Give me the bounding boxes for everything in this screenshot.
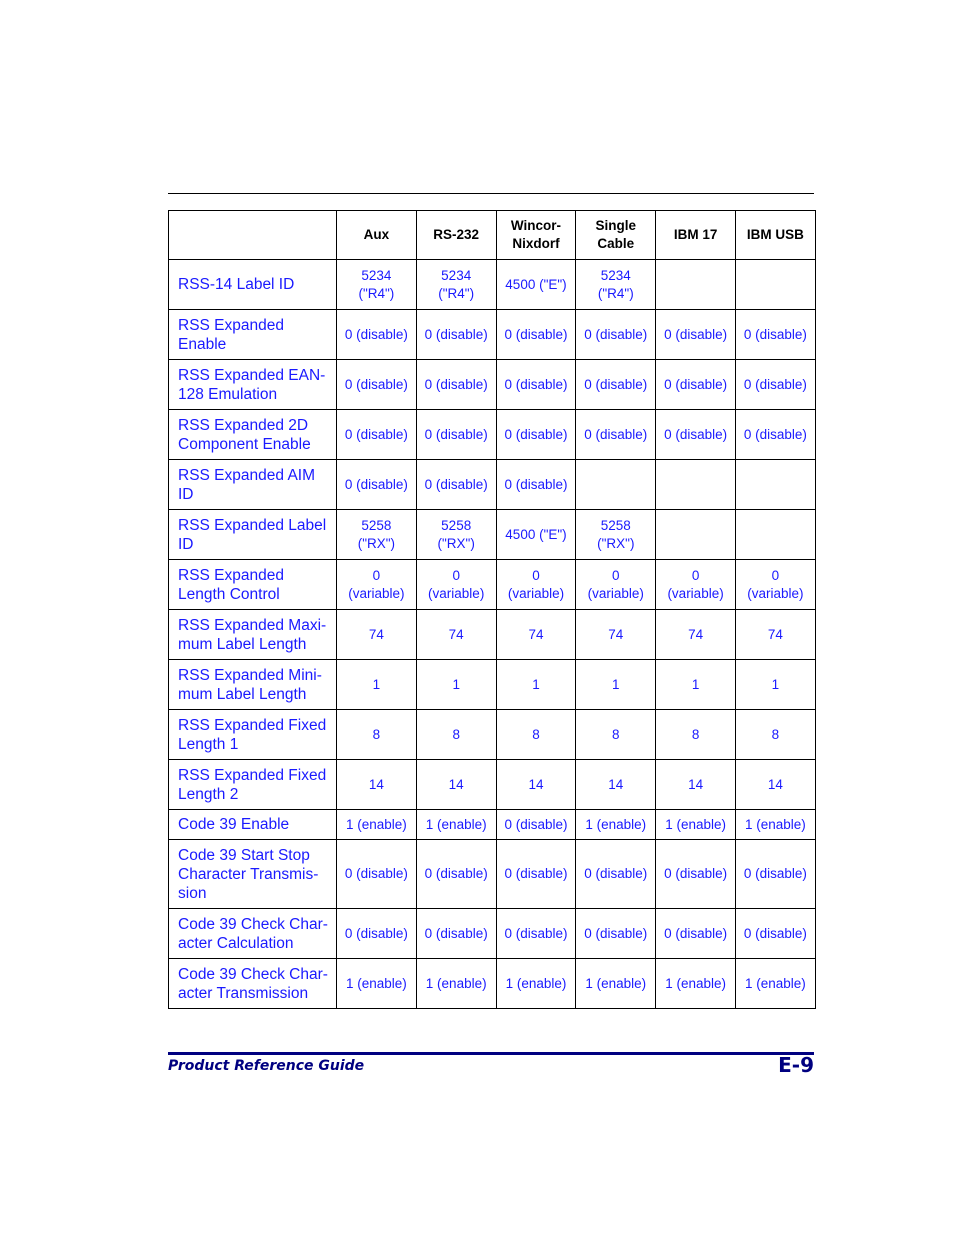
table-row (169, 810, 816, 840)
header-cell-rs232: RS-232 (416, 211, 496, 260)
setting-value-cell: 1 (337, 660, 417, 710)
setting-value-cell: 0 (disable) (416, 310, 496, 360)
header-cell-single-cable: Single Cable (576, 211, 656, 260)
setting-value-cell: 14 (735, 760, 815, 810)
setting-value-cell: 14 (337, 760, 417, 810)
table-row (169, 710, 816, 760)
table-row (169, 360, 816, 410)
setting-value-cell: 1 (735, 660, 815, 710)
setting-value-cell: 1 (656, 660, 736, 710)
setting-value-cell: 0 (disable) (496, 810, 576, 840)
setting-value-cell: 0 (disable) (656, 410, 736, 460)
setting-name-link[interactable]: RSS Expanded 2D Component Enable (169, 410, 337, 460)
setting-value-cell: 5258 ("RX") (576, 510, 656, 560)
setting-value-cell (735, 460, 815, 510)
setting-value-cell: 0 (disable) (735, 909, 815, 959)
setting-name-link[interactable]: RSS Expanded Enable (169, 310, 337, 360)
setting-value-cell: 4500 ("E") (496, 510, 576, 560)
setting-value-cell: 0 (variable) (337, 560, 417, 610)
setting-value-cell: 0 (disable) (496, 460, 576, 510)
setting-value-cell: 1 (enable) (337, 959, 417, 1009)
header-cell-wincor-nixdorf: Wincor- Nixdorf (496, 211, 576, 260)
setting-value-cell: 0 (disable) (337, 410, 417, 460)
setting-value-cell: 1 (enable) (416, 959, 496, 1009)
setting-value-cell: 5234 ("R4") (416, 260, 496, 310)
setting-value-cell: 0 (disable) (496, 410, 576, 460)
setting-value-cell: 4500 ("E") (496, 260, 576, 310)
setting-value-cell: 0 (disable) (735, 410, 815, 460)
table-header-row (169, 211, 816, 260)
footer-rule (168, 1052, 814, 1055)
setting-value-cell: 0 (disable) (416, 840, 496, 909)
setting-value-cell: 5234 ("R4") (576, 260, 656, 310)
setting-value-cell: 74 (496, 610, 576, 660)
table-row (169, 760, 816, 810)
setting-value-cell: 0 (variable) (416, 560, 496, 610)
header-cell-empty (169, 211, 337, 260)
setting-value-cell: 1 (496, 660, 576, 710)
setting-value-cell: 0 (disable) (656, 840, 736, 909)
settings-table (168, 210, 816, 1009)
setting-value-cell: 0 (disable) (416, 360, 496, 410)
setting-value-cell (656, 260, 736, 310)
setting-value-cell: 74 (735, 610, 815, 660)
table-row (169, 460, 816, 510)
setting-value-cell: 0 (disable) (576, 360, 656, 410)
setting-value-cell: 0 (disable) (337, 460, 417, 510)
setting-value-cell: 1 (enable) (735, 959, 815, 1009)
setting-value-cell: 14 (496, 760, 576, 810)
table-row (169, 410, 816, 460)
setting-value-cell: 5258 ("RX") (416, 510, 496, 560)
page-number: E-9 (778, 1053, 814, 1077)
setting-value-cell: 14 (416, 760, 496, 810)
setting-value-cell: 8 (337, 710, 417, 760)
setting-value-cell: 0 (disable) (496, 310, 576, 360)
setting-value-cell: 8 (496, 710, 576, 760)
setting-name-link[interactable]: RSS Expanded EAN-128 Emulation (169, 360, 337, 410)
setting-name-link[interactable]: RSS Expanded Label ID (169, 510, 337, 560)
setting-value-cell: 8 (576, 710, 656, 760)
setting-value-cell: 0 (disable) (656, 310, 736, 360)
setting-value-cell: 0 (variable) (576, 560, 656, 610)
setting-value-cell: 8 (735, 710, 815, 760)
setting-value-cell: 74 (337, 610, 417, 660)
setting-value-cell: 0 (disable) (656, 360, 736, 410)
setting-value-cell: 8 (656, 710, 736, 760)
table-row (169, 260, 816, 310)
setting-value-cell: 14 (576, 760, 656, 810)
setting-value-cell: 0 (disable) (416, 460, 496, 510)
setting-value-cell: 0 (disable) (416, 410, 496, 460)
setting-value-cell (735, 510, 815, 560)
setting-value-cell: 0 (variable) (735, 560, 815, 610)
setting-value-cell: 0 (disable) (576, 909, 656, 959)
setting-value-cell (656, 460, 736, 510)
table-row (169, 660, 816, 710)
setting-value-cell: 0 (disable) (337, 360, 417, 410)
setting-value-cell: 1 (enable) (416, 810, 496, 840)
setting-value-cell: 0 (variable) (496, 560, 576, 610)
table-row (169, 310, 816, 360)
setting-value-cell: 0 (disable) (656, 909, 736, 959)
setting-value-cell: 1 (enable) (656, 810, 736, 840)
setting-value-cell: 5234 ("R4") (337, 260, 417, 310)
setting-value-cell: 8 (416, 710, 496, 760)
table-row (169, 560, 816, 610)
setting-value-cell: 0 (disable) (416, 909, 496, 959)
header-cell-aux: Aux (337, 211, 417, 260)
setting-name-link[interactable]: Code 39 Check Char-acter Transmission (169, 959, 337, 1009)
setting-value-cell (576, 460, 656, 510)
setting-name-link[interactable]: RSS Expanded Length Control (169, 560, 337, 610)
setting-value-cell: 0 (disable) (337, 840, 417, 909)
setting-value-cell: 74 (416, 610, 496, 660)
setting-value-cell: 14 (656, 760, 736, 810)
setting-name-link[interactable]: Code 39 Start Stop Character Transmis-sion (169, 840, 337, 909)
setting-value-cell (656, 510, 736, 560)
header-cell-ibm-usb: IBM USB (735, 211, 815, 260)
setting-value-cell: 1 (enable) (496, 959, 576, 1009)
table-row (169, 610, 816, 660)
setting-name-link[interactable]: RSS-14 Label ID (169, 260, 337, 310)
setting-value-cell: 0 (disable) (496, 360, 576, 410)
table-row (169, 909, 816, 959)
setting-value-cell: 0 (disable) (576, 310, 656, 360)
setting-value-cell (735, 260, 815, 310)
setting-value-cell: 74 (576, 610, 656, 660)
setting-value-cell: 0 (disable) (576, 410, 656, 460)
setting-value-cell: 1 (enable) (576, 810, 656, 840)
setting-name-link[interactable]: RSS Expanded Fixed Length 1 (169, 710, 337, 760)
setting-name-link[interactable]: RSS Expanded Mini-mum Label Length (169, 660, 337, 710)
setting-value-cell: 1 (416, 660, 496, 710)
setting-value-cell: 0 (disable) (496, 840, 576, 909)
setting-value-cell: 0 (disable) (496, 909, 576, 959)
setting-value-cell: 0 (variable) (656, 560, 736, 610)
setting-name-link[interactable]: Code 39 Check Char-acter Calculation (169, 909, 337, 959)
setting-value-cell: 0 (disable) (337, 310, 417, 360)
setting-value-cell: 1 (enable) (656, 959, 736, 1009)
setting-value-cell: 74 (656, 610, 736, 660)
table-row (169, 959, 816, 1009)
setting-value-cell: 1 (enable) (735, 810, 815, 840)
setting-name-link[interactable]: RSS Expanded Maxi-mum Label Length (169, 610, 337, 660)
setting-value-cell: 0 (disable) (337, 909, 417, 959)
setting-value-cell: 0 (disable) (576, 840, 656, 909)
footer-title: Product Reference Guide (168, 1058, 365, 1074)
setting-value-cell: 0 (disable) (735, 840, 815, 909)
setting-value-cell: 1 (enable) (576, 959, 656, 1009)
setting-value-cell: 1 (576, 660, 656, 710)
setting-name-link[interactable]: RSS Expanded AIM ID (169, 460, 337, 510)
setting-value-cell: 0 (disable) (735, 310, 815, 360)
setting-value-cell: 5258 ("RX") (337, 510, 417, 560)
header-cell-ibm17: IBM 17 (656, 211, 736, 260)
setting-name-link[interactable]: Code 39 Enable (169, 810, 337, 840)
table-row (169, 840, 816, 909)
setting-value-cell: 1 (enable) (337, 810, 417, 840)
setting-value-cell: 0 (disable) (735, 360, 815, 410)
setting-name-link[interactable]: RSS Expanded Fixed Length 2 (169, 760, 337, 810)
table-row (169, 510, 816, 560)
header-rule (168, 193, 814, 194)
